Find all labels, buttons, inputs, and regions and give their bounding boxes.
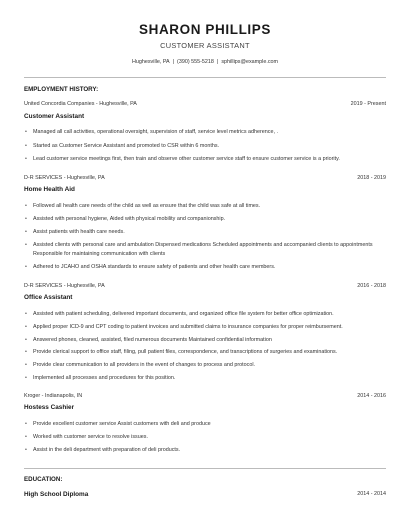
bullet-dot-icon: • (25, 203, 27, 209)
job-title: Home Health Aid (24, 186, 75, 193)
job-bullet: • Assisted clients with personal care and ambulation Dispensed medications Scheduled appointments and accompanied clients to appointments Responsible for maintaining communication with clients (25, 242, 373, 257)
job-employer-line (24, 393, 386, 399)
bullet-dot-icon: • (25, 216, 27, 222)
contact-email[interactable]: sphillips@example.com (221, 59, 279, 65)
bullet-dot-icon: • (25, 434, 27, 440)
bullet-dot-icon: • (25, 242, 27, 248)
bullet-dot-icon: • (25, 324, 27, 330)
education-degree: High School Diploma (24, 491, 89, 498)
job-bullet: • Answered phones, cleaned, assisted, filed numerous documents Maintained confidential information (25, 337, 272, 343)
education-dates: 2014 - 2014 (357, 491, 386, 497)
job-bullet: • Managed all call activities, operational oversight, supervision of staff, service level metrics adherence, . (25, 129, 278, 135)
bullet-dot-icon: • (25, 421, 27, 427)
contact-phone: (390) 555-5218 (177, 59, 214, 65)
education-heading: EDUCATION: (24, 476, 63, 483)
job-employer: D-R SERVICES - Hughesville, PA (24, 283, 105, 289)
job-bullet: • Provide clerical support to office staff, filing, pull patient files, correspondence, and transcriptions of surgeries and examinations. (25, 349, 338, 355)
job-bullet: • Implemented all processes and procedures for this position. (25, 375, 176, 381)
job-employer: United Concordia Companies - Hughesville, PA (24, 101, 137, 107)
job-bullet: • Adhered to JCAHO and OSHA standards to ensure safety of patients and other health care members. (25, 264, 276, 270)
job-employer-line (24, 175, 386, 181)
job-title: Office Assistant (24, 294, 73, 301)
job-bullet: • Worked with customer service to resolve issues. (25, 434, 148, 440)
job-dates: 2016 - 2018 (357, 283, 386, 289)
employment-heading: EMPLOYMENT HISTORY: (24, 86, 99, 93)
contact-separator: | (172, 59, 175, 65)
bullet-dot-icon: • (25, 362, 27, 368)
job-employer: D-R SERVICES - Hughesville, PA (24, 175, 105, 181)
job-dates: 2019 - Present (350, 101, 386, 107)
bullet-dot-icon: • (25, 447, 27, 453)
candidate-name: SHARON PHILLIPS (138, 22, 271, 37)
bullet-dot-icon: • (25, 375, 27, 381)
contact-line (0, 59, 410, 65)
job-employer-line (24, 101, 386, 107)
job-employer: Kroger - Indianapolis, IN (24, 393, 83, 399)
section-divider (24, 468, 386, 469)
job-bullet: • Assist patients with health care needs. (25, 229, 125, 235)
section-divider (24, 77, 386, 78)
bullet-dot-icon: • (25, 264, 27, 270)
bullet-dot-icon: • (25, 349, 27, 355)
job-bullet: • Assisted with personal hygiene, Aided with physical mobility and companionship. (25, 216, 226, 222)
job-bullet: • Started as Customer Service Assistant and promoted to CSR within 6 months. (25, 143, 220, 149)
job-employer-line (24, 283, 386, 289)
job-title: Customer Assistant (24, 113, 85, 120)
job-dates: 2018 - 2019 (357, 175, 386, 181)
job-bullet: • Applied proper ICD-9 and CPT coding to patient invoices and submitted claims to insurance companies for proper reimbursement. (25, 324, 343, 330)
job-bullet: • Lead customer service meetings first, then train and observe other customer service staff to ensure customer service is a priority. (25, 156, 340, 162)
job-bullet: • Followed all health care needs of the child as well as ensure that the child was safe at all times. (25, 203, 261, 209)
job-bullet: • Assist in the deli department with preparation of deli products. (25, 447, 181, 453)
bullet-dot-icon: • (25, 229, 27, 235)
bullet-dot-icon: • (25, 156, 27, 162)
bullet-dot-icon: • (25, 129, 27, 135)
bullet-dot-icon: • (25, 143, 27, 149)
job-bullet: • Assisted with patient scheduling, delivered important documents, and organized office file system for better office optimization. (25, 311, 334, 317)
job-dates: 2014 - 2016 (357, 393, 386, 399)
bullet-dot-icon: • (25, 311, 27, 317)
contact-separator: | (216, 59, 219, 65)
job-bullet: • Provide excellent customer service Assist customers with deli and produce (25, 421, 211, 427)
education-entry (24, 491, 386, 498)
job-bullet: • Provide clear communication to all providers in the event of changes to process and protocol. (25, 362, 256, 368)
candidate-title: CUSTOMER ASSISTANT (160, 41, 250, 50)
job-title: Hostess Cashier (24, 404, 75, 411)
bullet-dot-icon: • (25, 337, 27, 343)
contact-location: Hughesville, PA (131, 59, 170, 65)
